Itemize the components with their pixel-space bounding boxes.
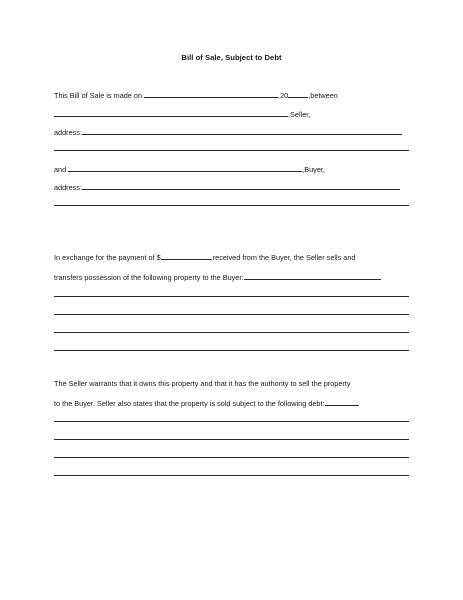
debt-rule-2[interactable] (54, 439, 409, 440)
buyer-line (54, 164, 325, 175)
property-blank[interactable] (244, 272, 381, 280)
buyer-label: ,Buyer, (302, 165, 325, 174)
seller-address-blank[interactable] (82, 127, 402, 135)
buyer-name-blank[interactable] (68, 164, 302, 172)
made-on-prefix: This Bill of Sale is made on (54, 91, 143, 100)
buyer-address-line (54, 182, 400, 193)
buyer-address-label: address: (54, 183, 82, 192)
transfer-text: transfers possession of the following property to the Buyer: (54, 273, 244, 282)
buyer-address-continued-rule[interactable] (54, 205, 409, 206)
warrant-text: The Seller warrants that it owns this property and that it has the authority to sell the property (54, 379, 351, 388)
seller-name-blank[interactable] (54, 109, 288, 117)
debt-blank[interactable] (325, 398, 359, 406)
payment-suffix: ,received from the Buyer, the Seller sells and (210, 253, 356, 262)
payment-line (54, 252, 355, 263)
between-label: ,between (308, 91, 338, 100)
debt-rule-1[interactable] (54, 421, 409, 422)
property-rule-3[interactable] (54, 332, 409, 333)
seller-label: ,Seller, (288, 110, 311, 119)
transfer-line (54, 272, 381, 283)
payment-prefix: In exchange for the payment of $ (54, 253, 161, 262)
year-prefix: ,20 (278, 91, 289, 100)
debt-text: to the Buyer. Seller also states that the property is sold subject to the following debt: (54, 399, 325, 408)
seller-address-label: address: (54, 128, 82, 137)
seller-line (54, 109, 310, 120)
property-rule-1[interactable] (54, 296, 409, 297)
property-rule-2[interactable] (54, 314, 409, 315)
year-blank[interactable] (288, 90, 308, 98)
document-title: Bill of Sale, Subject to Debt (181, 53, 282, 62)
property-rule-4[interactable] (54, 350, 409, 351)
debt-line (54, 398, 359, 409)
debt-rule-4[interactable] (54, 475, 409, 476)
payment-amount-blank[interactable] (161, 252, 211, 260)
date-blank[interactable] (144, 90, 278, 98)
made-on-line (54, 90, 338, 101)
buyer-address-blank[interactable] (82, 182, 400, 190)
warrant-line (54, 379, 351, 389)
and-label: and (54, 165, 67, 174)
seller-address-line (54, 127, 402, 138)
debt-rule-3[interactable] (54, 457, 409, 458)
seller-address-continued-rule[interactable] (54, 150, 409, 151)
